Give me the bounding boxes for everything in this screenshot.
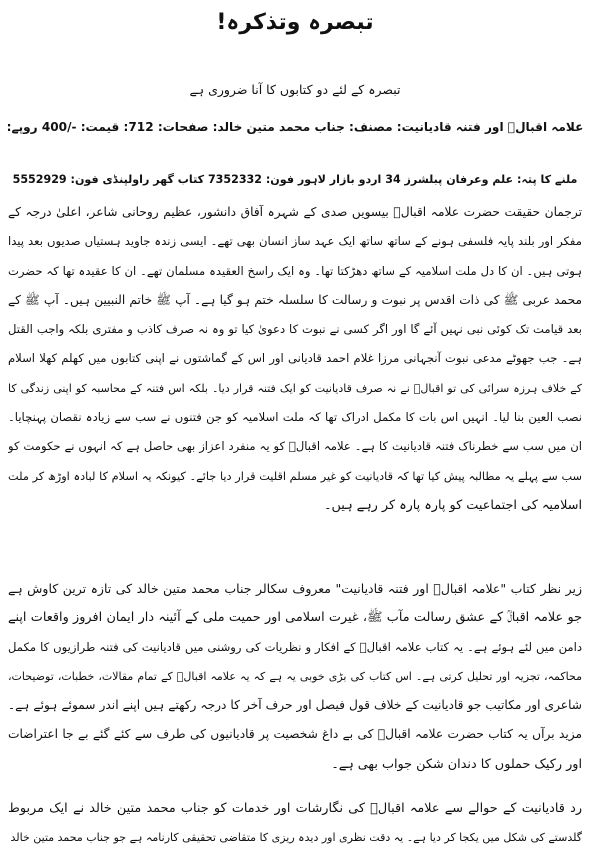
text-line: محمد عربی ﷺ کی ذات اقدس پر نبوت و رسالت کا سلسلہ ختم ہو گیا ہے۔ آپ ﷺ خاتم النبیین ہیں۔ آپ ﷺ کے [8, 292, 582, 307]
text-line: ہوتی ہیں۔ ان کا دل ملت اسلامیہ کے ساتھ دھڑکتا تھا۔ وہ ایک راسخ العقیدہ مسلمان تھے۔ ان کا عقیدہ تھا کہ حضرت [8, 263, 582, 278]
review-paragraph-1 [8, 198, 582, 520]
text-line: نصب العین بنا لیا۔ انہیں اس بات کا مکمل ادراک تھا کہ ملت اسلامیہ کو جن فتنوں نے سب سے زیادہ نقصان پہنچایا۔ [8, 410, 582, 425]
text-line: مزید برآں یہ کتاب حضرت علامہ اقبالؒ کی بے داغ شخصیت پر قادیانیوں کی طرف سے کئے گئے بے جا اعتراضات [8, 727, 582, 742]
text-line: اور رکیک حملوں کا دندان شکن جواب بھی ہے۔ [331, 756, 582, 772]
text-line: اسلامیہ کی اجتماعیت کو پارہ پارہ کر رہے ہیں۔ [323, 497, 582, 513]
text-line: ترجمان حقیقت حضرت علامہ اقبالؒ بیسویں صدی کے شہرہ آفاق دانشور، عظیم روحانی شاعر، اعلیٰ درجہ کے [8, 205, 582, 219]
text-line: زیر نظر کتاب "علامہ اقبالؒ اور فتنہ قادیانیت" معروف سکالر جناب محمد متین خالد کی تازہ ترین کاوش ہے [8, 581, 582, 596]
review-policy-note: تبصرہ کے لئے دو کتابوں کا آنا ضروری ہے [189, 82, 401, 97]
text-line: ان میں سب سے خطرناک فتنہ قادیانیت کا ہے۔ علامہ اقبالؒ کو یہ منفرد اعزاز بھی حاصل ہے کہ انہوں نے حکومت کو [8, 439, 582, 454]
text-line: جو علامہ اقبالؒ کے عشق رسالت مآب ﷺ، غیرت اسلامی اور حمیت ملی کے آئینہ دار ایمان افروز واقعات اپنے [8, 610, 582, 626]
publisher-address-line: ملنے کا پتہ: علم وعرفان پبلشرز 34 اردو بازار لاہور فون: 7352332 کتاب گھر راولپنڈی فون: 5552929 [12, 173, 578, 186]
text-line: گلدستے کی شکل میں یکجا کر دیا ہے۔ یہ دقت نظری اور دیدہ ریزی کا متقاضی تحقیقی کارنامہ ہے جو جناب محمد متین خالد [10, 831, 582, 845]
text-line: سب سے پہلے یہ مطالبہ پیش کیا تھا کہ قادیانیت کو غیر مسلم اقلیت قرار دیا جائے۔ کیونکہ یہ اسلام کا لبادہ اوڑھ کر ملت [8, 469, 582, 483]
book-info-line: علامہ اقبالؒ اور فتنہ قادیانیت: مصنف: جناب محمد متین خالد: صفحات: 712: قیمت: -/400 روپے: [6, 120, 584, 134]
review-paragraph-2 [8, 574, 582, 779]
page-title: تبصرہ وتذکرہ! [216, 10, 374, 35]
text-line: ہے۔ جب جھوٹے مدعی نبوت آنجہانی مرزا غلام احمد قادیانی اور اس کے گماشتوں نے اپنی کتابوں میں کھلم کھلا اسلام [8, 351, 582, 366]
text-line: محاکمہ، تجزیہ اور تحلیل کرتی ہے۔ اس کتاب کی بڑی خوبی یہ ہے کہ یہ علامہ اقبالؒ کے تمام مقالات، خطبات، توضیحات، [8, 669, 582, 683]
text-line: شاعری اور مکاتیب جو قادیانیت کے خلاف قول فیصل اور حرف آخر کا درجہ رکھتے ہیں اپنے اندر سموئے ہوئے ہے۔ [8, 698, 582, 713]
text-line: بعد قیامت تک کوئی نبی نہیں آئے گا اور اگر کسی نے نبوت کا دعویٰ کیا تو وہ نہ صرف کاذب و مفتری بلکہ واجب القتل [8, 322, 582, 337]
text-line: رد قادیانیت کے حوالے سے علامہ اقبالؒ کی نگارشات اور خدمات کو جناب محمد متین خالد نے ایک مربوط [8, 801, 582, 816]
text-line: دامن میں لئے ہوئے ہے۔ یہ کتاب علامہ اقبالؒ کے افکار و نظریات کی روشنی میں قادیانیت کی فتنہ طرازیوں کا مکمل [8, 639, 582, 654]
text-line: مفکر اور بلند پایہ فلسفی ہونے کے ساتھ ساتھ ایک عہد ساز انسان بھی تھے۔ ایسی زندہ جاوید ہستیاں صدیوں بعد پیدا [8, 234, 582, 249]
text-line: کے خلاف ہرزہ سرائی کی تو اقبالؒ نے نہ صرف قادیانیت کو ایک فتنہ قرار دیا۔ بلکہ اس فتنہ کے محاسبہ کو اپنی زندگی کا [8, 381, 582, 395]
review-paragraph-3 [8, 794, 582, 853]
